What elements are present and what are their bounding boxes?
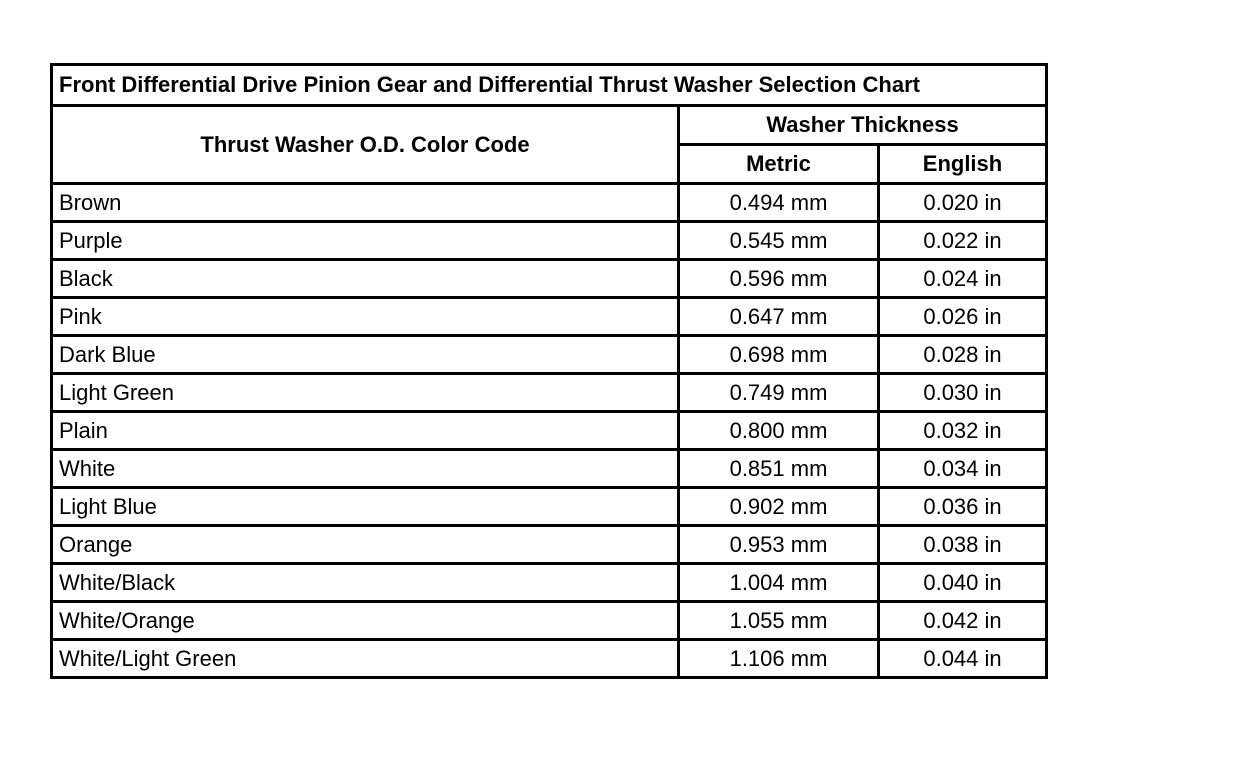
english-cell: 0.042 in — [879, 602, 1047, 640]
color-code-cell: Dark Blue — [52, 336, 679, 374]
english-cell: 0.036 in — [879, 488, 1047, 526]
english-cell: 0.032 in — [879, 412, 1047, 450]
metric-cell: 0.953 mm — [679, 526, 879, 564]
english-cell: 0.030 in — [879, 374, 1047, 412]
table-row — [52, 336, 1047, 374]
header-washer-thickness: Washer Thickness — [679, 106, 1047, 145]
english-cell: 0.034 in — [879, 450, 1047, 488]
english-cell: 0.044 in — [879, 640, 1047, 678]
english-cell: 0.028 in — [879, 336, 1047, 374]
color-code-cell: White/Black — [52, 564, 679, 602]
metric-cell: 1.055 mm — [679, 602, 879, 640]
thrust-washer-selection-table — [50, 63, 1048, 679]
metric-cell: 0.647 mm — [679, 298, 879, 336]
metric-cell: 0.596 mm — [679, 260, 879, 298]
english-cell: 0.024 in — [879, 260, 1047, 298]
metric-cell: 1.106 mm — [679, 640, 879, 678]
header-metric: Metric — [679, 145, 879, 184]
metric-cell: 0.545 mm — [679, 222, 879, 260]
table-row — [52, 374, 1047, 412]
metric-cell: 0.902 mm — [679, 488, 879, 526]
table-title: Front Differential Drive Pinion Gear and Differential Thrust Washer Selection Chart — [52, 65, 1047, 106]
color-code-cell: Orange — [52, 526, 679, 564]
table-row — [52, 412, 1047, 450]
english-cell: 0.026 in — [879, 298, 1047, 336]
table-row — [52, 526, 1047, 564]
table-row — [52, 260, 1047, 298]
english-cell: 0.020 in — [879, 184, 1047, 222]
color-code-cell: Black — [52, 260, 679, 298]
metric-cell: 0.698 mm — [679, 336, 879, 374]
header-english: English — [879, 145, 1047, 184]
color-code-cell: Purple — [52, 222, 679, 260]
table-row — [52, 564, 1047, 602]
color-code-cell: Pink — [52, 298, 679, 336]
table-row — [52, 222, 1047, 260]
color-code-cell: Brown — [52, 184, 679, 222]
english-cell: 0.022 in — [879, 222, 1047, 260]
metric-cell: 0.749 mm — [679, 374, 879, 412]
table-row — [52, 640, 1047, 678]
table-row — [52, 184, 1047, 222]
table-row — [52, 602, 1047, 640]
color-code-cell: Light Blue — [52, 488, 679, 526]
header-color-code: Thrust Washer O.D. Color Code — [52, 106, 679, 184]
color-code-cell: White/Orange — [52, 602, 679, 640]
color-code-cell: Plain — [52, 412, 679, 450]
color-code-cell: White/Light Green — [52, 640, 679, 678]
metric-cell: 0.800 mm — [679, 412, 879, 450]
table-row — [52, 450, 1047, 488]
metric-cell: 0.851 mm — [679, 450, 879, 488]
table-row — [52, 488, 1047, 526]
color-code-cell: Light Green — [52, 374, 679, 412]
table-row — [52, 298, 1047, 336]
metric-cell: 1.004 mm — [679, 564, 879, 602]
english-cell: 0.038 in — [879, 526, 1047, 564]
color-code-cell: White — [52, 450, 679, 488]
metric-cell: 0.494 mm — [679, 184, 879, 222]
english-cell: 0.040 in — [879, 564, 1047, 602]
